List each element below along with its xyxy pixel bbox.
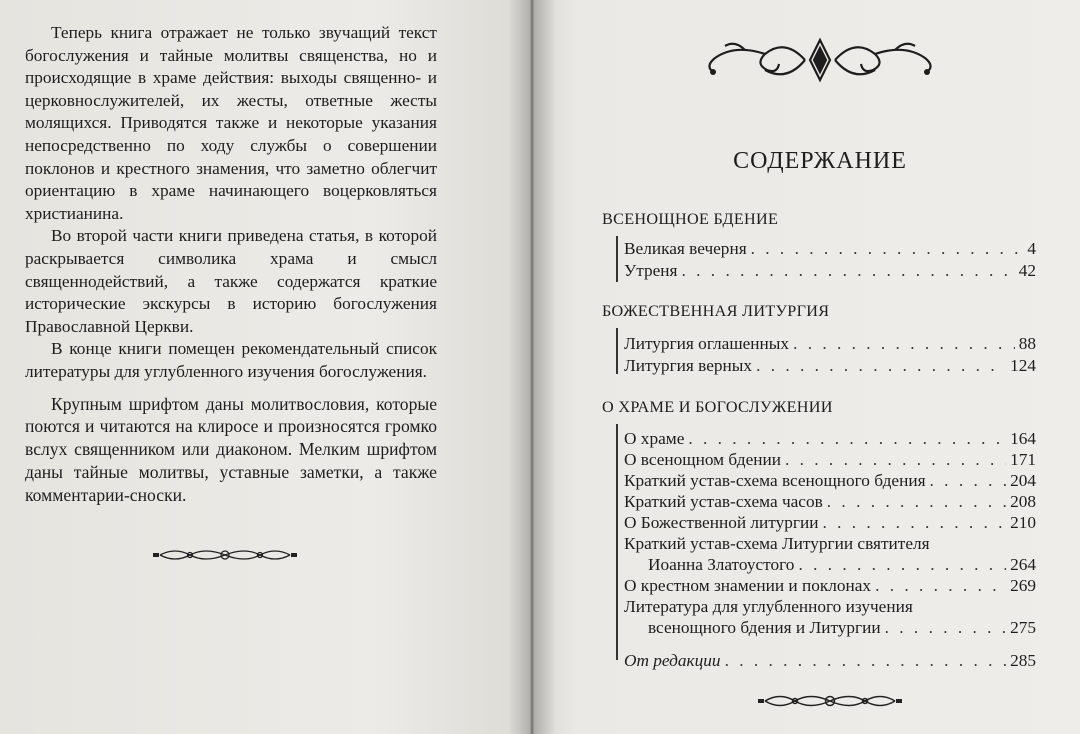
entry-page: 210 xyxy=(1010,513,1036,532)
paragraph: Во второй части книги приведена статья, в которой раскрывается символика храма и смысл священнодействий, а также содержатся краткие исторические экскурсы в историю богослужения Православной Церкви. xyxy=(25,226,437,336)
toc-entry[interactable] xyxy=(624,260,1036,282)
floral-ornament-icon xyxy=(695,34,945,86)
toc-section-heading: БОЖЕСТВЕННАЯ ЛИТУРГИЯ xyxy=(602,302,830,320)
entry-title-line1: Краткий устав-схема Литургии святителя xyxy=(624,534,930,553)
toc-entry[interactable] xyxy=(624,491,1036,513)
paragraph: Теперь книга отражает не только звучащий текст богослужения и тайные молитвы священства, но и происходящие в храме действия: выходы священно- и церковнослужителей, их жесты, ответные жесты молящихся. Приводятся также и некоторые указания непосредственно по ходу службы о совершении поклонов и крестного знамения, что заметно облегчит ориентацию в храме начинающего воцерковляться христианина. xyxy=(25,23,437,223)
toc-entry[interactable] xyxy=(648,554,1036,576)
entry-page: 269 xyxy=(1010,576,1036,595)
entry-page: 164 xyxy=(1010,429,1036,448)
entry-page: 124 xyxy=(1010,356,1036,375)
entry-title: О Божественной литургии xyxy=(624,513,819,532)
entry-title: всенощного бдения и Литургии xyxy=(648,618,881,637)
dot-leader xyxy=(751,238,1024,260)
dot-leader xyxy=(785,449,1006,471)
toc-entry[interactable] xyxy=(624,428,1036,450)
entry-page: 285 xyxy=(1010,651,1036,670)
dot-leader xyxy=(875,575,1006,597)
toc-entry[interactable] xyxy=(624,470,1036,492)
left-page-body xyxy=(25,22,437,506)
toc-entry[interactable] xyxy=(624,449,1036,471)
entry-title: Литургия верных xyxy=(624,356,753,375)
toc-entry[interactable] xyxy=(624,333,1036,355)
entry-page: 4 xyxy=(1027,239,1036,258)
entry-title: Иоанна Златоустого xyxy=(648,555,795,574)
entry-page: 88 xyxy=(1018,334,1036,353)
entry-title: Краткий устав-схема часов xyxy=(624,492,823,511)
toc-entry[interactable] xyxy=(624,512,1036,534)
dot-leader xyxy=(822,512,1006,534)
entry-title: О всенощном бдении xyxy=(624,450,781,469)
section-bracket xyxy=(616,328,618,374)
dot-leader xyxy=(725,650,1007,672)
toc-title: СОДЕРЖАНИЕ xyxy=(733,148,907,174)
toc-entry[interactable] xyxy=(624,355,1036,377)
floral-ornament-icon xyxy=(755,690,905,712)
toc-entry[interactable] xyxy=(648,617,1036,639)
floral-ornament-icon xyxy=(150,545,300,565)
toc-entry[interactable] xyxy=(624,650,1036,672)
dot-leader xyxy=(793,333,1015,355)
dot-leader xyxy=(798,554,1006,576)
book-gutter xyxy=(508,0,556,734)
entry-title: О крестном знамении и поклонах xyxy=(624,576,872,595)
paragraph: В конце книги помещен рекомендательный список литературы для углубленного изучения богослужения. xyxy=(25,339,437,381)
toc-section-heading: О ХРАМЕ И БОГОСЛУЖЕНИИ xyxy=(602,398,833,416)
entry-page: 264 xyxy=(1010,555,1036,574)
entry-title: Литургия оглашенных xyxy=(624,334,790,353)
dot-leader xyxy=(827,491,1006,513)
entry-page: 171 xyxy=(1010,450,1036,469)
entry-title: Краткий устав-схема всенощного бдения xyxy=(624,471,926,490)
entry-title: От редакции xyxy=(624,651,721,670)
entry-page: 42 xyxy=(1018,261,1036,280)
section-bracket xyxy=(616,236,618,282)
toc-entry[interactable] xyxy=(624,238,1036,260)
toc-section-heading: ВСЕНОЩНОЕ БДЕНИЕ xyxy=(602,210,779,228)
entry-page: 275 xyxy=(1010,618,1036,637)
dot-leader xyxy=(756,355,1006,377)
toc-entry[interactable] xyxy=(624,575,1036,597)
entry-page: 204 xyxy=(1010,471,1036,490)
entry-page: 208 xyxy=(1010,492,1036,511)
entry-title: О храме xyxy=(624,429,685,448)
entry-title-line1: Литература для углубленного изучения xyxy=(624,597,913,616)
entry-title: Утреня xyxy=(624,261,678,280)
dot-leader xyxy=(688,428,1006,450)
dot-leader xyxy=(930,470,1007,492)
dot-leader xyxy=(885,617,1006,639)
entry-title: Великая вечерня xyxy=(624,239,747,258)
dot-leader xyxy=(682,260,1015,282)
section-bracket xyxy=(616,424,618,660)
paragraph: Крупным шрифтом даны молитвословия, которые поются и читаются на клиросе и произносятся громко вслух священником или диаконом. Мелким шрифтом даны тайные молитвы, уставные заметки, а также комментарии-сноски. xyxy=(25,393,437,505)
